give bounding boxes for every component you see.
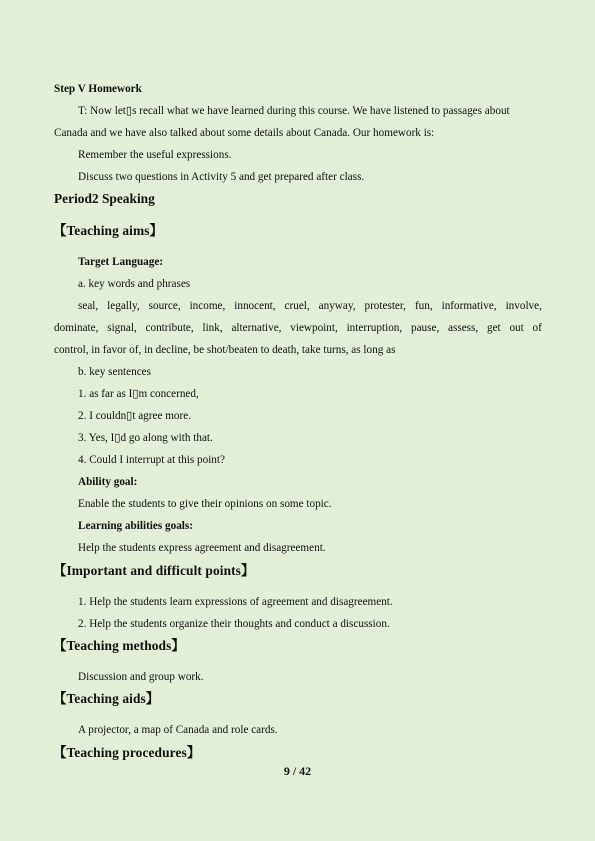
word: of [532, 322, 542, 334]
word: fun, [414, 300, 433, 312]
teaching-procedures-heading: 【Teaching procedures】 [53, 745, 201, 760]
word: interruption, [346, 322, 403, 334]
key-sentence-3: 3. Yes, I▯d go along with that. [78, 432, 213, 444]
teaching-aids-heading: 【Teaching aids】 [53, 691, 160, 706]
word: get [486, 322, 501, 334]
word: dominate, [54, 322, 99, 334]
word: seal, [78, 300, 99, 312]
key-words-line-2 [54, 321, 542, 335]
homework-item-1: Remember the useful expressions. [78, 149, 232, 161]
word: cruel, [284, 300, 310, 312]
key-sentence-4: 4. Could I interrupt at this point? [78, 454, 225, 466]
word: informative, [441, 300, 497, 312]
homework-paragraph-line-1: T: Now let▯s recall what we have learned during this course. We have listened to passages about [78, 105, 510, 117]
teaching-methods-heading: 【Teaching methods】 [53, 638, 185, 653]
word: legally, [107, 300, 140, 312]
key-words-label: a. key words and phrases [78, 278, 191, 290]
important-point-2: 2. Help the students organize their thoughts and conduct a discussion. [78, 618, 390, 630]
homework-paragraph-line-2: Canada and we have also talked about some details about Canada. Our homework is: [54, 127, 435, 139]
ability-goal-text: Enable the students to give their opinions on some topic. [78, 498, 332, 510]
important-points-heading: 【Important and difficult points】 [53, 563, 255, 578]
homework-heading: Step V Homework [54, 83, 142, 95]
teaching-aims-heading: 【Teaching aims】 [53, 223, 164, 238]
word: protester, [364, 300, 406, 312]
word: link, [202, 322, 223, 334]
target-language-label: Target Language: [78, 256, 164, 268]
page-number: 9 / 42 [283, 764, 312, 778]
learning-goals-label: Learning abilities goals: [78, 520, 193, 532]
teaching-methods-text: Discussion and group work. [78, 671, 204, 683]
word: out [509, 322, 524, 334]
word: pause, [410, 322, 440, 334]
word: income, [189, 300, 226, 312]
period-title: Period2 Speaking [54, 191, 155, 206]
word: source, [148, 300, 181, 312]
key-words-line-3: control, in favor of, in decline, be shot/beaten to death, take turns, as long as [54, 344, 396, 356]
word: involve, [505, 300, 542, 312]
learning-goals-text: Help the students express agreement and disagreement. [78, 542, 326, 554]
word: alternative, [231, 322, 282, 334]
important-point-1: 1. Help the students learn expressions of agreement and disagreement. [78, 596, 393, 608]
key-sentence-1: 1. as far as I▯m concerned, [78, 388, 199, 400]
word: anyway, [318, 300, 356, 312]
key-sentence-2: 2. I couldn▯t agree more. [78, 410, 192, 422]
word: assess, [448, 322, 479, 334]
ability-goal-label: Ability goal: [78, 476, 138, 488]
word: innocent, [234, 300, 276, 312]
word: signal, [107, 322, 137, 334]
homework-item-2: Discuss two questions in Activity 5 and get prepared after class. [78, 171, 365, 183]
key-sentences-label: b. key sentences [78, 366, 152, 378]
key-words-line-1 [78, 299, 542, 313]
teaching-aids-text: A projector, a map of Canada and role cards. [78, 724, 278, 736]
word: contribute, [145, 322, 194, 334]
word: viewpoint, [290, 322, 338, 334]
